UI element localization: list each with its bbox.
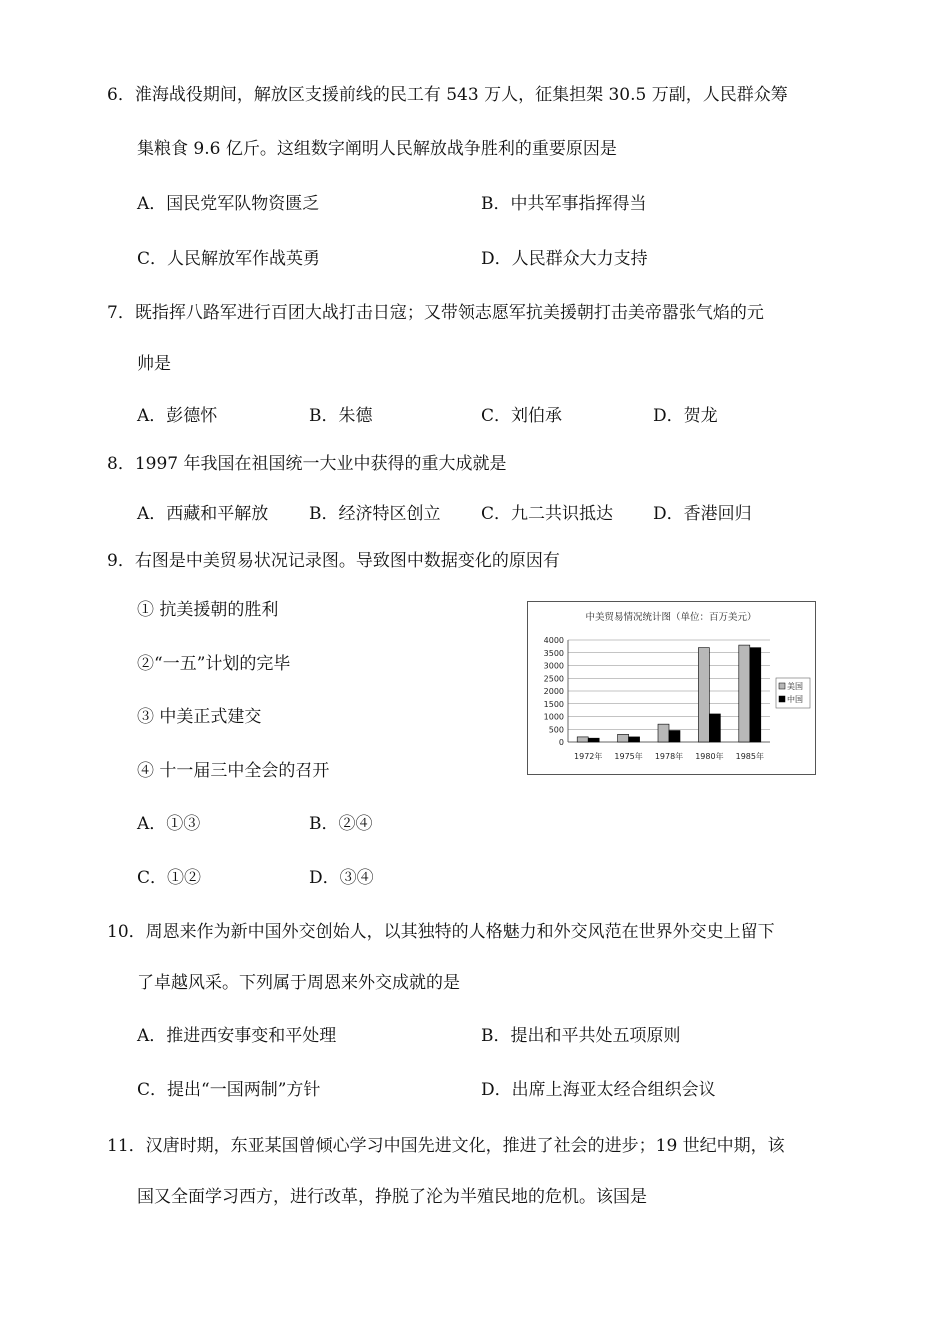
q7-stem-line2: 帅是 [137, 354, 171, 374]
q10-stem-line1: 10．周恩来作为新中国外交创始人，以其独特的人格魅力和外交风范在世界外交史上留下 [107, 922, 775, 942]
q7-option-b: B．朱德 [309, 406, 373, 426]
q11-stem-line1: 11．汉唐时期，东亚某国曾倾心学习中国先进文化，推进了社会的进步；19 世纪中期，该 [107, 1136, 785, 1156]
x-tick-label: 1978年 [654, 752, 684, 761]
q9-item-3: ③ 中美正式建交 [137, 707, 262, 727]
q10-stem-line2: 了卓越风采。下列属于周恩来外交成就的是 [137, 973, 460, 993]
q7-option-a: A．彭德怀 [137, 406, 218, 426]
q6-stem-line1: 6．淮海战役期间，解放区支援前线的民工有 543 万人，征集担架 30.5 万副，人民群众筹 [107, 85, 788, 105]
legend-label: 美国 [787, 682, 803, 691]
q6-stem-line2: 集粮食 9.6 亿斤。这组数字阐明人民解放战争胜利的重要原因是 [137, 139, 617, 159]
bar-china [588, 738, 599, 742]
q9-option-b: B．②④ [309, 814, 373, 834]
x-tick-label: 1972年 [574, 752, 603, 761]
q9-option-a: A．①③ [137, 814, 201, 834]
q6-option-a: A．国民党军队物资匮乏 [137, 194, 320, 214]
y-tick-label: 3500 [543, 648, 564, 658]
bar-china [629, 737, 640, 742]
q8-option-c: C．九二共识抵达 [481, 504, 614, 524]
y-tick-label: 2500 [543, 674, 564, 684]
q7-option-d: D．贺龙 [653, 406, 718, 426]
chart-title: 中美贸易情况统计图（单位：百万美元） [585, 612, 757, 623]
q8-stem: 8．1997 年我国在祖国统一大业中获得的重大成就是 [107, 454, 507, 474]
bar-usa [658, 724, 669, 742]
q7-option-c: C．刘伯承 [481, 406, 563, 426]
legend-swatch [779, 683, 785, 689]
bar-china [750, 648, 761, 742]
bar-usa [739, 645, 750, 742]
legend-swatch [779, 696, 785, 702]
trade-chart-svg [528, 602, 815, 774]
q7-stem-line1: 7．既指挥八路军进行百团大战打击日寇；又带领志愿军抗美援朝打击美帝嚣张气焰的元 [107, 303, 764, 323]
q8-option-a: A．西藏和平解放 [137, 504, 269, 524]
q9-option-d: D．③④ [309, 868, 374, 888]
bar-usa [618, 734, 629, 742]
q8-option-b: B．经济特区创立 [309, 504, 441, 524]
q9-item-1: ① 抗美援朝的胜利 [137, 600, 279, 620]
q6-option-c: C．人民解放军作战英勇 [137, 249, 321, 269]
x-tick-label: 1975年 [614, 752, 643, 761]
y-tick-label: 3000 [543, 661, 564, 671]
q11-stem-line2: 国又全面学习西方，进行改革，挣脱了沦为半殖民地的危机。该国是 [137, 1187, 647, 1207]
q6-option-d: D．人民群众大力支持 [481, 249, 648, 269]
x-tick-label: 1980年 [695, 752, 724, 761]
q9-item-4: ④ 十一届三中全会的召开 [137, 761, 330, 781]
y-tick-label: 0 [558, 738, 564, 747]
y-tick-label: 500 [548, 725, 564, 735]
q9-item-2: ②“一五”计划的完毕 [137, 654, 291, 674]
bar-usa [698, 648, 709, 742]
q6-option-b: B．中共军事指挥得当 [481, 194, 647, 214]
q10-option-b: B．提出和平共处五项原则 [481, 1026, 681, 1046]
q8-option-d: D．香港回归 [653, 504, 752, 524]
y-tick-label: 1000 [543, 712, 564, 722]
bar-usa [577, 737, 588, 742]
q9-option-c: C．①② [137, 868, 202, 888]
y-tick-label: 1500 [543, 699, 564, 709]
bar-china [709, 714, 720, 742]
q10-option-c: C．提出“一国两制”方针 [137, 1080, 321, 1100]
q10-option-d: D．出席上海亚太经合组织会议 [481, 1080, 716, 1100]
q9-stem: 9．右图是中美贸易状况记录图。导致图中数据变化的原因有 [107, 551, 560, 571]
q10-option-a: A．推进西安事变和平处理 [137, 1026, 337, 1046]
y-tick-label: 2000 [543, 687, 564, 696]
trade-chart [527, 601, 816, 775]
legend-label: 中国 [787, 695, 803, 704]
bar-china [669, 731, 680, 742]
x-tick-label: 1985年 [735, 752, 764, 761]
y-tick-label: 4000 [543, 636, 564, 645]
